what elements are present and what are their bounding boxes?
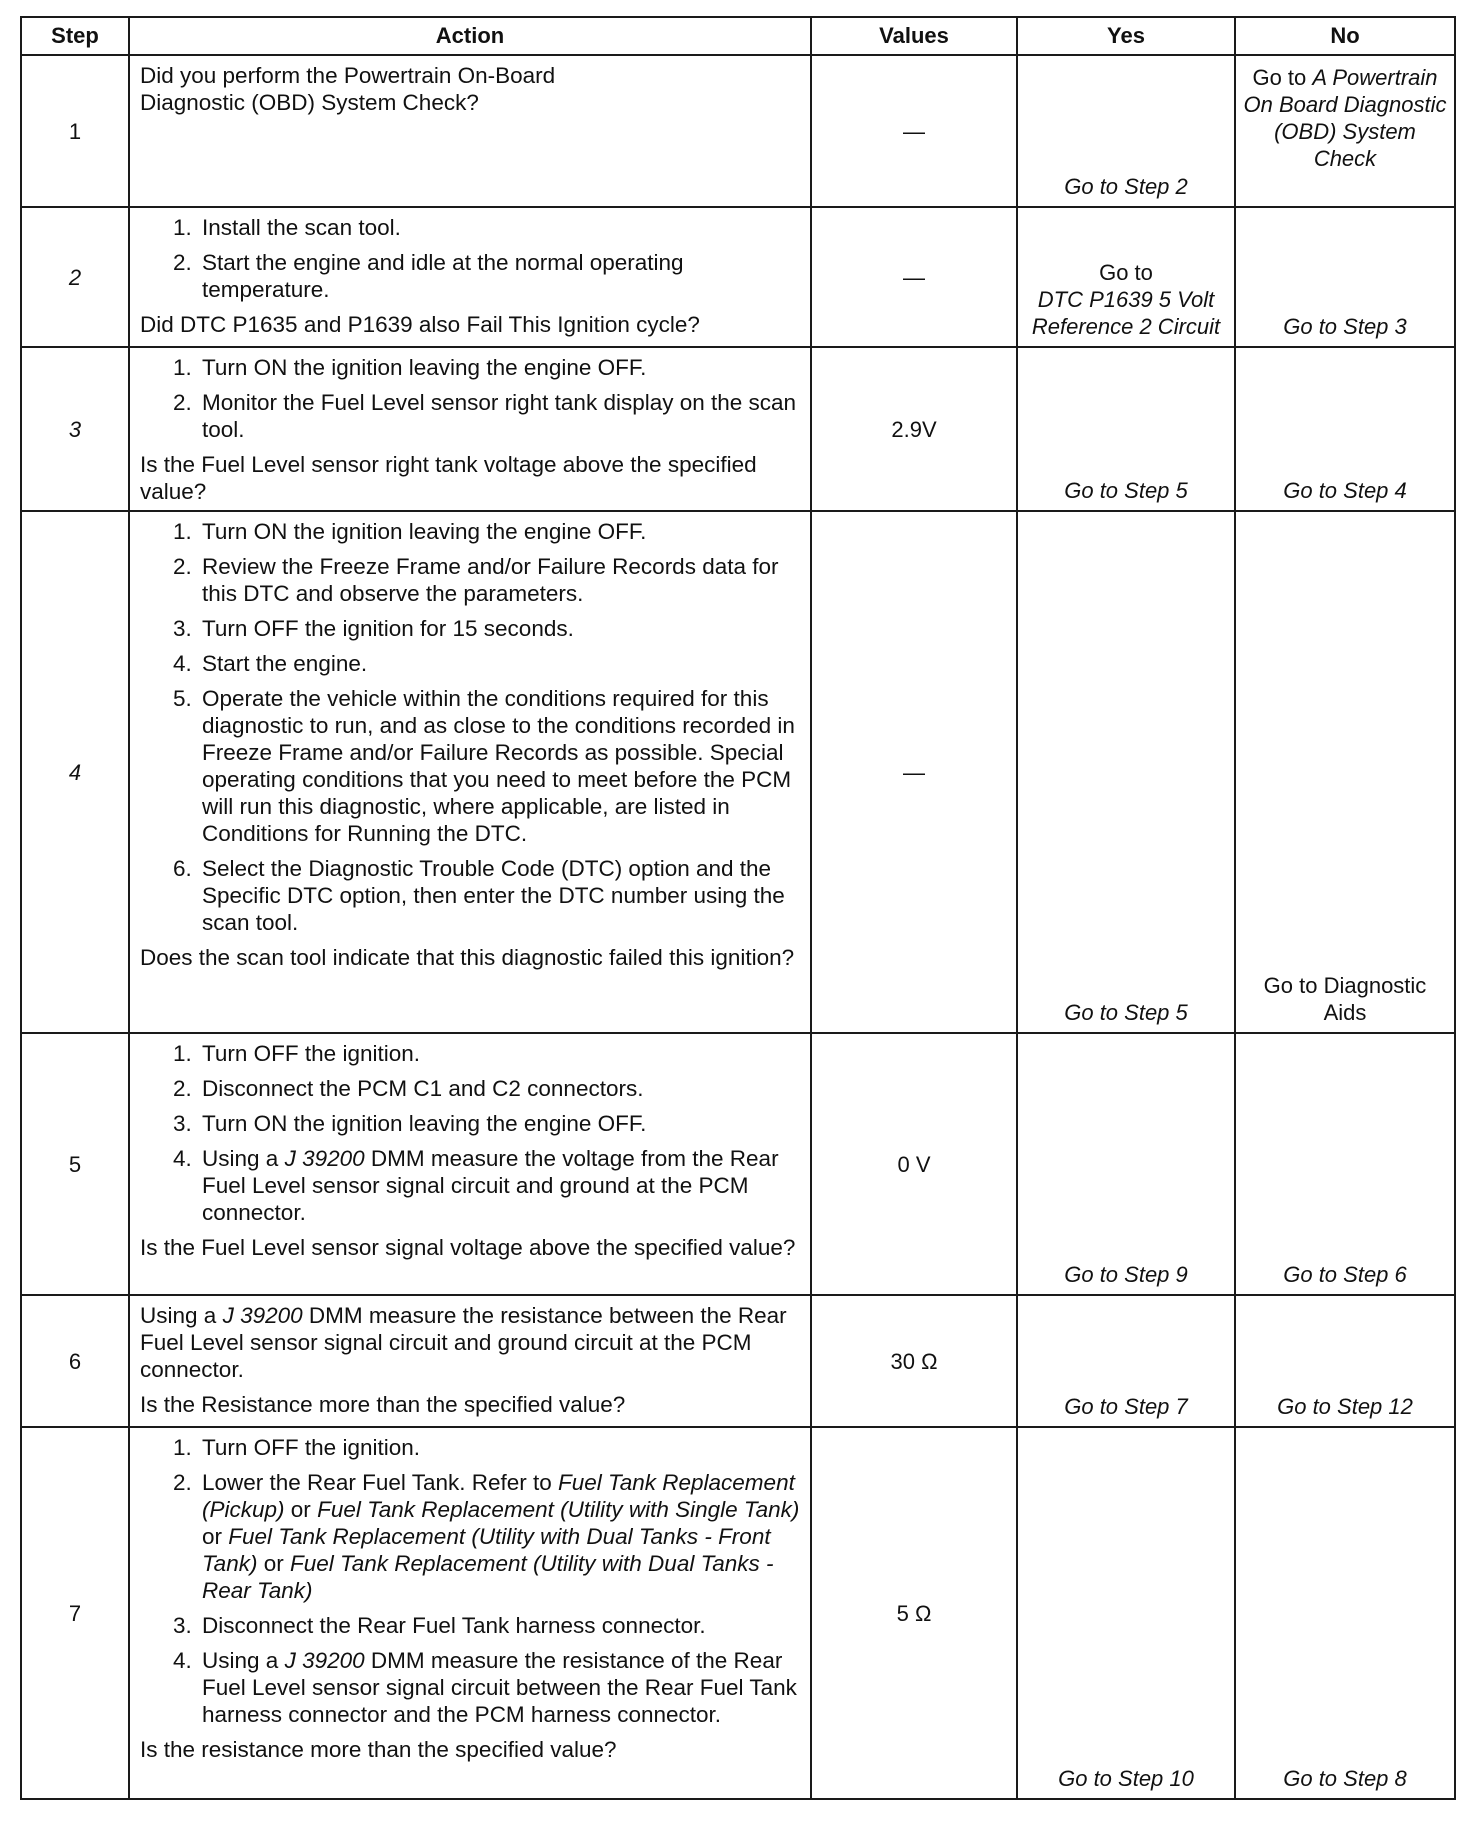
- action-list: [140, 354, 802, 443]
- yes-cell[interactable]: Go to Step 2: [1017, 55, 1235, 207]
- reference-link[interactable]: Fuel Tank Replacement (Pickup): [202, 1470, 795, 1522]
- no-link[interactable]: A Powertrain On Board Diagnostic (OBD) System Check: [1243, 65, 1447, 171]
- action-list: [140, 518, 802, 936]
- action-text: DMM measure the resistance of the Rear Fuel Level sensor signal circuit between the Rear Fuel Tank harness connector and the PCM harness connector.: [202, 1648, 797, 1727]
- step-number: 2: [21, 207, 129, 347]
- action-item: 3. Disconnect the Rear Fuel Tank harness connector.: [198, 1612, 802, 1639]
- action-text: Lower the Rear Fuel Tank. Refer to: [202, 1470, 552, 1495]
- no-cell[interactable]: Go to Step 4: [1235, 347, 1455, 511]
- table-row-step-6: [21, 1295, 1455, 1427]
- step-number: 7: [21, 1427, 129, 1799]
- no-prefix: Go to: [1252, 65, 1307, 90]
- header-no: No: [1235, 17, 1455, 55]
- action-text: Using a: [202, 1146, 279, 1171]
- action-item: 3. Turn ON the ignition leaving the engine OFF.: [198, 1110, 802, 1137]
- value-cell: —: [811, 55, 1017, 207]
- action-text-b: DMM measure the resistance between the Rear Fuel Level sensor signal circuit and ground circuit at the PCM connector.: [140, 1303, 787, 1382]
- header-row: [21, 17, 1455, 55]
- step-number: 5: [21, 1033, 129, 1295]
- action-list: [140, 1434, 802, 1728]
- reference-link[interactable]: Fuel Tank Replacement (Utility with Dual Tanks - Rear Tank): [202, 1551, 774, 1603]
- action-item: 1. Turn ON the ignition leaving the engine OFF.: [198, 354, 802, 381]
- action-text: [140, 1302, 802, 1383]
- action-item: 2. Start the engine and idle at the normal operating temperature.: [198, 249, 802, 303]
- or-text: or: [263, 1551, 284, 1576]
- step-number: 4: [21, 511, 129, 1033]
- action-item: [198, 1145, 802, 1226]
- value-cell: —: [811, 207, 1017, 347]
- action-item: [198, 1647, 802, 1728]
- action-item: 6. Select the Diagnostic Trouble Code (DTC) option and the Specific DTC option, then enter the DTC number using the scan tool.: [198, 855, 802, 936]
- no-cell[interactable]: Go to Step 6: [1235, 1033, 1455, 1295]
- yes-cell[interactable]: Go to Step 7: [1017, 1295, 1235, 1427]
- question-text: Did DTC P1635 and P1639 also Fail This Ignition cycle?: [140, 312, 700, 337]
- header-action: Action: [129, 17, 811, 55]
- action-item: 1. Turn OFF the ignition.: [198, 1434, 802, 1461]
- step-number: 6: [21, 1295, 129, 1427]
- action-item: 2. Review the Freeze Frame and/or Failure Records data for this DTC and observe the parameters.: [198, 553, 802, 607]
- table-row-step-4: [21, 511, 1455, 1033]
- action-text: DMM measure the voltage from the Rear Fuel Level sensor signal circuit and ground at the PCM connector.: [202, 1146, 779, 1225]
- yes-link[interactable]: DTC P1639 5 Volt Reference 2 Circuit: [1031, 287, 1221, 339]
- question-text: Did you perform the Powertrain On-Board Diagnostic (OBD) System Check?: [140, 63, 556, 115]
- action-item: 4. Start the engine.: [198, 650, 802, 677]
- step-number: 1: [21, 55, 129, 207]
- step-number: 3: [21, 347, 129, 511]
- header-step: Step: [21, 17, 129, 55]
- diagnostic-table: [20, 16, 1456, 1800]
- yes-prefix: Go to: [1099, 260, 1153, 285]
- question-text: Is the Fuel Level sensor signal voltage above the specified value?: [140, 1235, 796, 1260]
- action-cell: [129, 1295, 811, 1427]
- action-cell: [129, 511, 811, 1033]
- no-cell[interactable]: [1235, 55, 1455, 207]
- value-cell: 2.9V: [811, 347, 1017, 511]
- action-text: Using a: [202, 1648, 279, 1673]
- value-cell: 30 Ω: [811, 1295, 1017, 1427]
- action-cell: [129, 1427, 811, 1799]
- header-yes: Yes: [1017, 17, 1235, 55]
- action-item: 2. Disconnect the PCM C1 and C2 connectors.: [198, 1075, 802, 1102]
- tool-name: J 39200: [284, 1648, 365, 1673]
- question-text: Does the scan tool indicate that this diagnostic failed this ignition?: [140, 945, 795, 970]
- action-text-a: Using a: [140, 1303, 217, 1328]
- action-list: [140, 214, 802, 303]
- question-text: Is the Resistance more than the specified value?: [140, 1392, 626, 1417]
- or-text: or: [202, 1524, 223, 1549]
- tool-name: J 39200: [222, 1303, 303, 1328]
- no-cell[interactable]: Go to Step 12: [1235, 1295, 1455, 1427]
- action-cell: [129, 1033, 811, 1295]
- action-cell: [129, 207, 811, 347]
- value-cell: —: [811, 511, 1017, 1033]
- question-text: Is the resistance more than the specified value?: [140, 1737, 617, 1762]
- action-list: [140, 1040, 802, 1226]
- header-values: Values: [811, 17, 1017, 55]
- action-item: 5. Operate the vehicle within the conditions required for this diagnostic to run, and as close to the conditions recorded in Freeze Frame and/or Failure Records as possible. Special operating conditions that you need to meet before the PCM will run this diagnostic, where applicable, are listed in Conditions for Running the DTC.: [198, 685, 802, 847]
- reference-link[interactable]: Fuel Tank Replacement (Utility with Single Tank): [317, 1497, 800, 1522]
- action-item: 3. Turn OFF the ignition for 15 seconds.: [198, 615, 802, 642]
- yes-cell[interactable]: [1017, 207, 1235, 347]
- table-row-step-5: [21, 1033, 1455, 1295]
- table-row-step-1: [21, 55, 1455, 207]
- reference-link[interactable]: Fuel Tank Replacement (Utility with Dual Tanks - Front Tank): [202, 1524, 771, 1576]
- no-cell[interactable]: Go to Step 3: [1235, 207, 1455, 347]
- action-cell: [129, 347, 811, 511]
- tool-name: J 39200: [284, 1146, 365, 1171]
- value-cell: 0 V: [811, 1033, 1017, 1295]
- yes-cell[interactable]: Go to Step 10: [1017, 1427, 1235, 1799]
- no-cell[interactable]: Go to Diagnostic Aids: [1235, 511, 1455, 1033]
- action-item: 2. Monitor the Fuel Level sensor right tank display on the scan tool.: [198, 389, 802, 443]
- action-cell: [129, 55, 811, 207]
- value-cell: 5 Ω: [811, 1427, 1017, 1799]
- action-item: 1. Turn ON the ignition leaving the engine OFF.: [198, 518, 802, 545]
- no-cell[interactable]: Go to Step 8: [1235, 1427, 1455, 1799]
- yes-cell[interactable]: Go to Step 5: [1017, 511, 1235, 1033]
- yes-cell[interactable]: Go to Step 5: [1017, 347, 1235, 511]
- action-item: 1. Turn OFF the ignition.: [198, 1040, 802, 1067]
- table-row-step-2: [21, 207, 1455, 347]
- or-text: or: [290, 1497, 311, 1522]
- diagnostic-table-sheet: [20, 16, 1454, 1800]
- yes-cell[interactable]: Go to Step 9: [1017, 1033, 1235, 1295]
- action-item: 1. Install the scan tool.: [198, 214, 802, 241]
- table-row-step-3: [21, 347, 1455, 511]
- table-row-step-7: [21, 1427, 1455, 1799]
- question-text: Is the Fuel Level sensor right tank voltage above the specified value?: [140, 452, 757, 504]
- action-item: [198, 1469, 802, 1604]
